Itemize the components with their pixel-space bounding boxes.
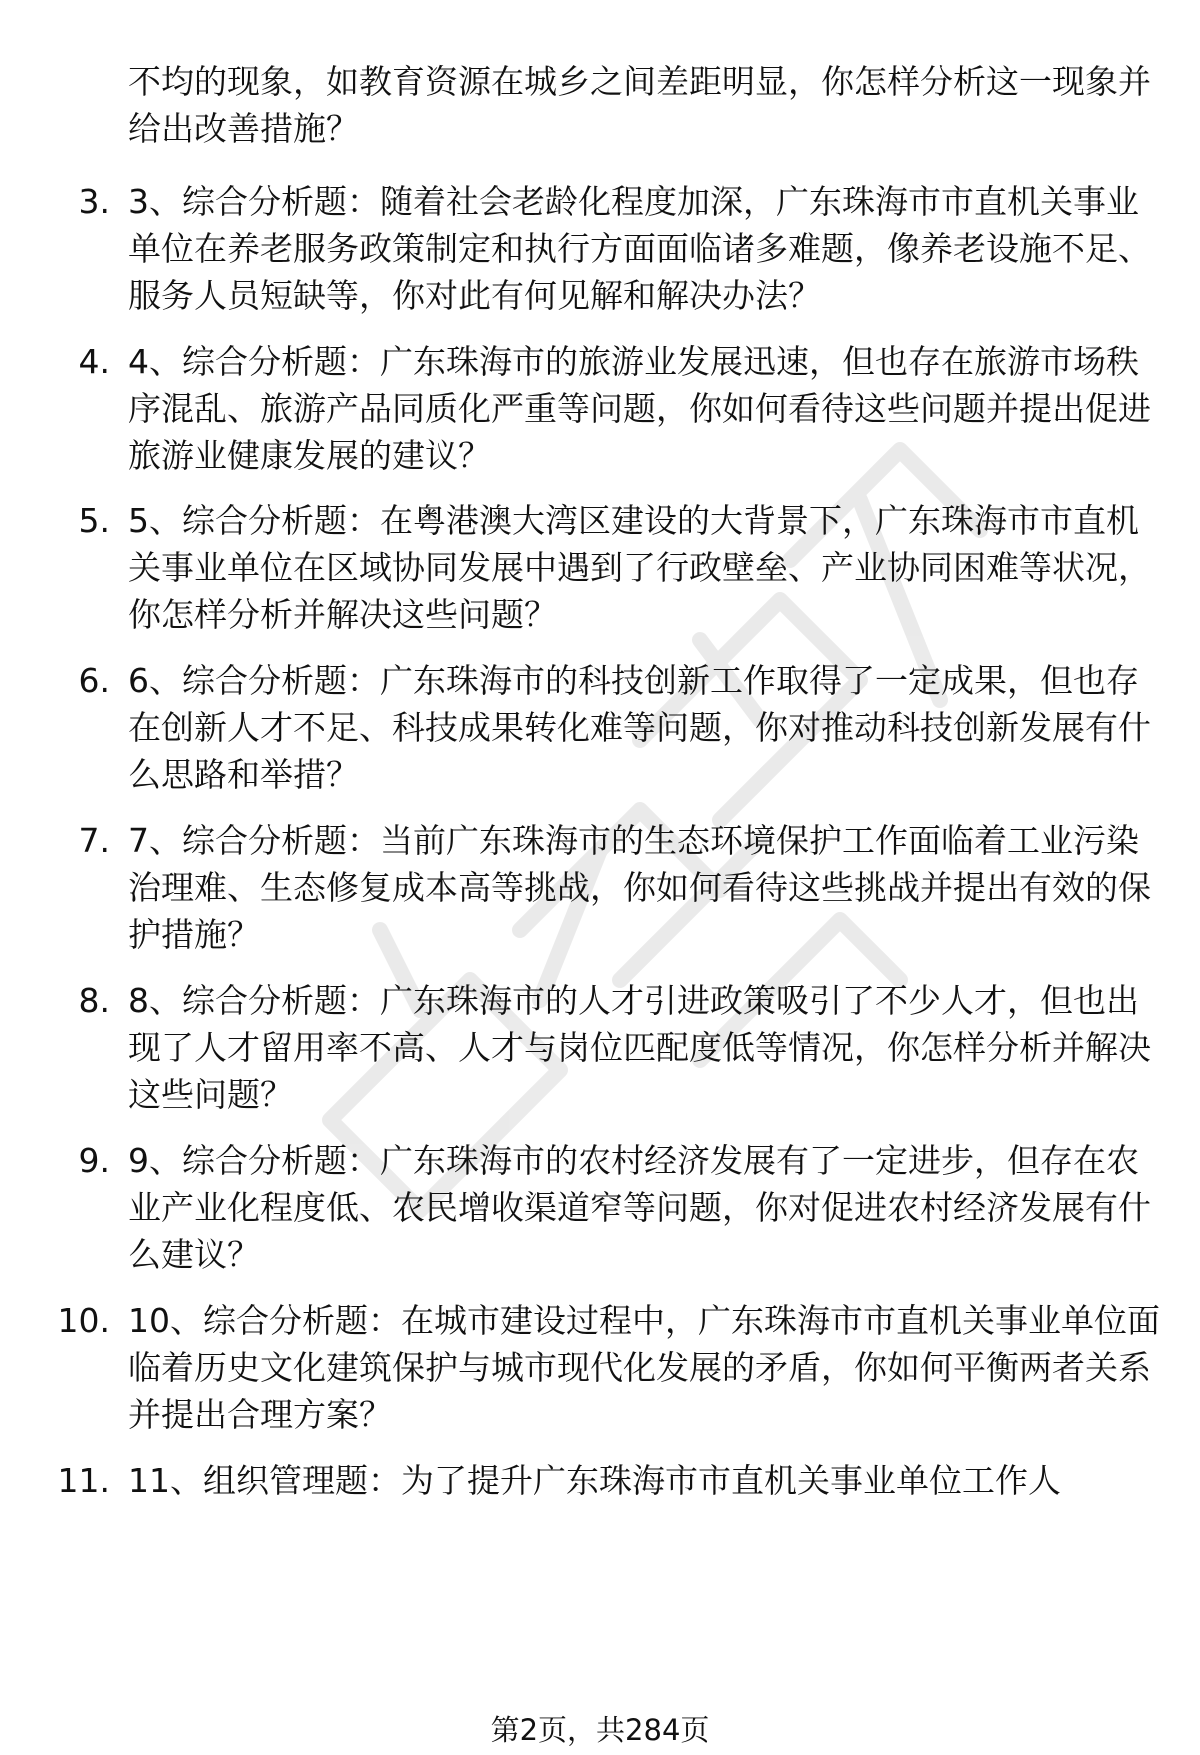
list-item-text: 6、综合分析题：广东珠海市的科技创新工作取得了一定成果，但也存在创新人才不足、科技成果转化难等问题，你对推动科技创新发展有什么思路和举措？ [128, 661, 1151, 794]
list-item-number: 6. [78, 661, 110, 700]
list-item-number: 9. [78, 1141, 110, 1180]
page-number-footer: 第2页，共284页 [490, 1713, 710, 1747]
list-item-number: 7. [78, 821, 110, 860]
list-item-number: 10. [57, 1301, 110, 1340]
list-item-text: 7、综合分析题：当前广东珠海市的生态环境保护工作面临着工业污染治理难、生态修复成本高等挑战，你如何看待这些挑战并提出有效的保护措施？ [128, 821, 1151, 954]
list-item-text: 4、综合分析题：广东珠海市的旅游业发展迅速，但也存在旅游市场秩序混乱、旅游产品同质化严重等问题，你如何看待这些问题并提出促进旅游业健康发展的建议？ [128, 342, 1151, 475]
list-item-number: 5. [78, 501, 110, 540]
list-item-number: 3. [78, 182, 110, 221]
list-item-text: 9、综合分析题：广东珠海市的农村经济发展有了一定进步，但存在农业产业化程度低、农民增收渠道窄等问题，你对促进农村经济发展有什么建议？ [128, 1141, 1151, 1274]
list-item-text: 3、综合分析题：随着社会老龄化程度加深，广东珠海市市直机关事业单位在养老服务政策制定和执行方面面临诸多难题，像养老设施不足、服务人员短缺等，你对此有何见解和解决办法？ [128, 182, 1151, 315]
list-item-number: 8. [78, 981, 110, 1020]
list-item-number: 4. [78, 342, 110, 381]
list-item-text: 8、综合分析题：广东珠海市的人才引进政策吸引了不少人才，但也出现了人才留用率不高、人才与岗位匹配度低等情况，你怎样分析并解决这些问题？ [128, 981, 1151, 1114]
list-item-text: 5、综合分析题：在粤港澳大湾区建设的大背景下，广东珠海市市直机关事业单位在区域协同发展中遇到了行政壁垒、产业协同困难等状况，你怎样分析并解决这些问题？ [128, 501, 1151, 634]
carryover-paragraph: 不均的现象，如教育资源在城乡之间差距明显，你怎样分析这一现象并给出改善措施？ [128, 62, 1151, 148]
list-item-text: 11、组织管理题：为了提升广东珠海市市直机关事业单位工作人 [128, 1461, 1061, 1500]
list-item-text: 10、综合分析题：在城市建设过程中，广东珠海市市直机关事业单位面临着历史文化建筑保护与城市现代化发展的矛盾，你如何平衡两者关系并提出合理方案？ [128, 1301, 1160, 1434]
list-item-number: 11. [57, 1461, 110, 1500]
